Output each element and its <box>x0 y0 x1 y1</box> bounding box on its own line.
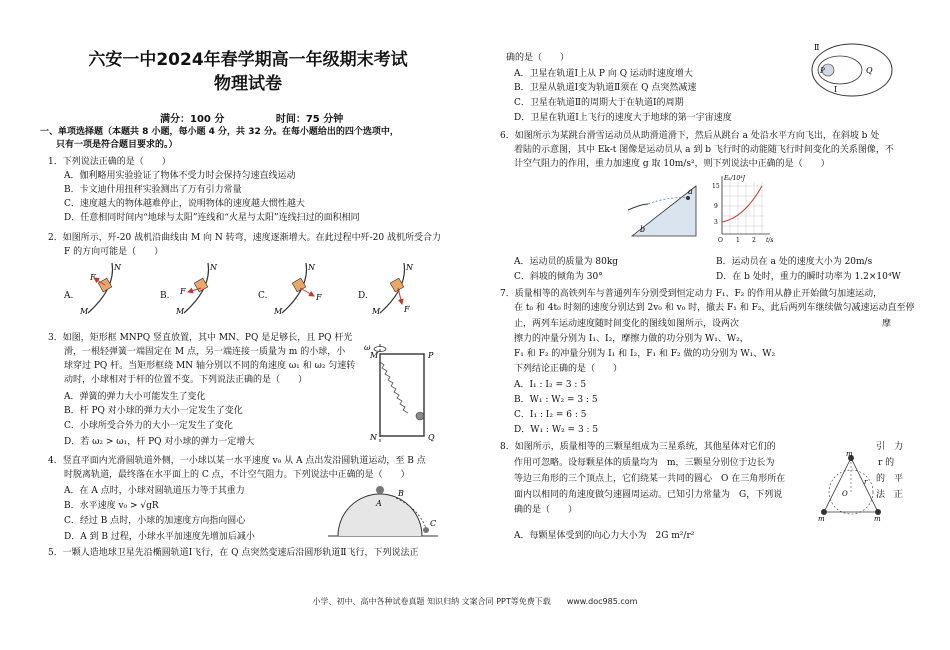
svg-text:t/s: t/s <box>766 237 774 244</box>
q8-m-right-label: m <box>874 515 881 522</box>
exam-title-line2: 物理试卷 <box>214 74 282 94</box>
q3-option-a: A．弹簧的弹力大小可能发生了变化 <box>64 392 206 402</box>
q2-d-m-label: M <box>372 307 381 316</box>
q7-option-b: B．W₁ : W₂ = 3 : 5 <box>514 395 598 405</box>
q5-option-a: A．卫星在轨道Ⅰ上从 P 向 Q 运动时速度增大 <box>514 69 693 79</box>
q8-option-a: A．每颗星体受到的向心力大小为 2G m²/r² <box>514 531 695 541</box>
q6-b-label: b <box>640 225 646 234</box>
exam-title <box>78 48 418 96</box>
q1-stem: 1．下列说法正确的是（ ） <box>48 157 171 167</box>
q3-line2: 滑，一根轻弹簧一端固定在 M 点，另一端连接一质量为 m 的小球，小 <box>64 347 346 357</box>
q2-option-d: D. <box>358 291 368 301</box>
q2-option-a: A. <box>64 291 74 301</box>
q6-option-b: B．运动员在 a 处的速度大小为 20m/s <box>716 257 873 267</box>
q3-p-label: P <box>428 351 434 360</box>
svg-text:O: O <box>718 237 723 244</box>
q8-line2: 作用可忽略。设每颗星体的质量均为 m，三颗星分别位于边长为 <box>514 458 775 468</box>
q8-m-left-label: m <box>818 515 825 522</box>
q7-line3: 止，两列车运动速度随时间变化的图线如图所示，设两次 <box>514 319 740 329</box>
q2-b-n-label: N <box>210 263 217 272</box>
q4-line2: 时脱离轨道，最终落在水平面上的 C 点，不计空气阻力。下列说法中正确的是（ ） <box>64 470 410 480</box>
q7-option-c: C．I₁ : I₂ = 6 : 5 <box>514 410 587 420</box>
q2-c-m-label: M <box>274 307 283 316</box>
q2-figure-a <box>79 263 122 316</box>
q2-figure-b <box>175 263 218 316</box>
q8-line3-tail: 的 平 <box>876 474 904 484</box>
q6-line3: 计空气阻力的作用，重力加速度 g 取 10m/s²，则下列说法中正确的是（ ） <box>514 159 830 169</box>
q3-line4: 动时，小球相对于杆的位置不变。下列说法正确的是（ ） <box>64 375 308 385</box>
q5-p-label: P <box>820 67 825 75</box>
page-footer: 小学、初中、高中各种试卷真题 知识归纳 文案合同 PPT等免费下载 www.doc985.com <box>312 597 638 606</box>
q3-option-d: D．若 ω₂ > ω₁，杆 PQ 对小球的弹力一定增大 <box>64 437 255 447</box>
q2-figure-c <box>273 263 322 316</box>
svg-text:15: 15 <box>712 183 720 190</box>
q8-line4: 面内以相同的角速度做匀速圆周运动。已知引力常量为 G，下列说 <box>514 490 783 500</box>
q4-c-label: C <box>430 519 437 528</box>
q6-a-label: a <box>688 187 693 196</box>
q3-n-label: N <box>370 433 377 442</box>
svg-text:3: 3 <box>714 219 718 226</box>
q3-line1: 3．如图，矩形框 MNPQ 竖直放置，其中 MN、PQ 是足够长，且 PQ 杆光 <box>48 333 353 343</box>
q6-line2: 着陆的示意图，其中 Ek-t 图像是运动员从 a 到 b 飞行时的动能随飞行时间变化的关系图像，不 <box>514 145 894 155</box>
q2-stem-line1: 2．如图所示，歼-20 战机沿曲线由 M 向 N 转弯，速度逐渐增大。在此过程中歼-20 战机所受合力 <box>48 233 441 243</box>
q5-q-label: Q <box>866 66 873 75</box>
q6-ek-t-graph <box>708 172 786 246</box>
q8-figure <box>818 450 884 522</box>
q7-line1: 7．质量相等的高铁列车与普通列车分别受到恒定动力 F₁、F₂ 的作用从静止开始做匀加速运动， <box>500 289 883 299</box>
q8-line5: 确的是（ ） <box>514 505 578 515</box>
q4-line1: 4．竖直平面内光滑圆轨道外侧，一小球以某一水平速度 v₀ 从 A 点出发沿圆轨道运动，至 B 点 <box>48 456 426 466</box>
q2-figures <box>78 258 438 318</box>
q2-d-n-label: N <box>406 263 413 272</box>
q7-line3-tail: 摩 <box>882 319 892 329</box>
q2-a-n-label: N <box>114 263 121 272</box>
q3-omega-label: ω <box>364 343 371 352</box>
q8-r-label: r <box>864 478 868 486</box>
q2-figure-d <box>371 263 414 316</box>
svg-text:1: 1 <box>736 237 740 244</box>
q2-option-b: B. <box>160 291 170 301</box>
q7-option-d: D．W₁ : W₂ = 3 : 5 <box>514 425 599 435</box>
q5-orbit-i-label: Ⅰ <box>834 85 838 94</box>
svg-text:2: 2 <box>752 237 756 244</box>
q2-d-f-label: F <box>404 305 410 314</box>
exam-time: 时间：75 分钟 <box>275 114 344 125</box>
q4-option-b: B．水平速度 v₀ > √gR <box>64 501 159 511</box>
q3-m-label: M <box>370 351 379 360</box>
q4-option-c: C．经过 B 点时，小球的加速度方向指向圆心 <box>64 516 246 526</box>
q8-line4-tail: 法 正 <box>876 490 904 500</box>
q4-option-a: A．在 A 点时，小球对圆轨道压力等于其重力 <box>64 486 245 496</box>
q6-line1: 6．如图所示为某跳台滑雪运动员从助滑道滑下，然后从跳台 a 处沿水平方向飞出，在斜坡 b 处 <box>500 131 880 141</box>
q5-option-b: B．卫星从轨道Ⅰ变为轨道Ⅱ须在 Q 点突然减速 <box>514 83 697 93</box>
q6-option-c: C．斜坡的倾角为 30° <box>514 272 603 282</box>
q5-figure <box>802 40 902 102</box>
q8-m-top-label: m <box>846 450 853 458</box>
q3-figure <box>362 340 442 450</box>
svg-text:Eₖ/10⁴J: Eₖ/10⁴J <box>724 175 746 182</box>
q2-b-f-label: F <box>180 287 186 296</box>
q8-o-label: O <box>842 490 848 498</box>
section1-line1: 一、单项选择题（本题共 8 小题，每小题 4 分，共 32 分。在每小题给出的四个选项中， <box>40 127 399 137</box>
q6-option-a: A．运动员的质量为 80kg <box>514 257 619 267</box>
q4-figure <box>326 480 441 542</box>
q5-orbit-ii-label: Ⅱ <box>814 43 820 52</box>
q5-line1: 5．一颗人造地球卫星先沿椭圆轨道Ⅰ飞行，在 Q 点突然变速后沿圆形轨道Ⅱ飞行，下列说法正 <box>48 548 419 558</box>
q8-line1: 8．如图所示，质量相等的三颗星组成为三星系统，其他星体对它们的 <box>500 442 776 452</box>
q4-option-d: D．A 到 B 过程，小球水平加速度先增加后减小 <box>64 532 255 542</box>
q2-a-f-label: F <box>90 273 96 282</box>
q5-option-d: D．卫星在轨道Ⅰ上飞行的速度大于地球的第一宇宙速度 <box>514 113 732 123</box>
q7-line4: 擦力的冲量分别为 I₁、I₂，摩擦力做的功分别为 W₁、W₂， <box>514 334 749 344</box>
full-score: 满分：100 分 <box>160 114 225 125</box>
q2-option-c: C. <box>258 291 268 301</box>
q7-line2: 在 t₀ 和 4t₀ 时刻的速度分别达到 2v₀ 和 v₀ 时，撤去 F₁ 和 F₂，此后两列车继续做匀减速运动直至停 <box>514 303 915 313</box>
q5-line2: 确的是（ ） <box>506 53 570 63</box>
q3-option-c: C．小球所受合外力的大小一定发生了变化 <box>64 421 233 431</box>
q1-option-b: B．卡文迪什用扭秤实验测出了万有引力常量 <box>64 185 242 195</box>
q2-b-m-label: M <box>176 307 185 316</box>
q3-q-label: Q <box>428 433 435 442</box>
q2-stem-line2: F 的方向可能是（ ） <box>64 247 164 257</box>
q4-a-label: A <box>376 499 382 508</box>
exam-title-line1: 六安一中2024年春学期高一年级期末考试 <box>88 50 408 70</box>
q5-option-c: C．卫星在轨道Ⅱ的周期大于在轨道Ⅰ的周期 <box>514 98 684 108</box>
q1-option-c: C．速度越大的物体越难停止，说明物体的速度越大惯性越大 <box>64 199 305 209</box>
score-time-line <box>160 110 391 125</box>
q3-line3: 球穿过 PQ 杆。当矩形框绕 MN 轴分别以不同的角速度 ω₁ 和 ω₂ 匀速转 <box>64 361 356 371</box>
q3-option-b: B．杆 PQ 对小球的弹力大小一定发生了变化 <box>64 406 243 416</box>
q8-line3: 等边三角形的三个顶点上，它们绕某一共同的圆心 O 在三角形所在 <box>514 474 786 484</box>
q7-line6: 下列结论正确的是（ ） <box>514 364 623 374</box>
q4-b-label: B <box>398 489 404 498</box>
q7-option-a: A．I₁ : I₂ = 3 : 5 <box>514 380 587 390</box>
svg-text:9: 9 <box>714 203 718 210</box>
q6-option-d: D．在 b 处时，重力的瞬时功率为 1.2×10⁴W <box>716 272 901 282</box>
q7-line5: F₁ 和 F₂ 的冲量分别为 I₁ 和 I₂，F₁ 和 F₂ 做的功分别为 W₁、W₂ <box>514 349 776 359</box>
q2-c-f-label: F <box>316 293 322 302</box>
q6-slope-figure <box>618 176 708 238</box>
q8-line1-tail: 引 力 <box>876 442 904 452</box>
q8-line2-tail: r 的 <box>878 458 895 468</box>
q2-c-n-label: N <box>308 263 315 272</box>
section1-line2: 只有一项是符合题目要求的。） <box>56 140 178 150</box>
q1-option-d: D．任意相同时间内“地球与太阳”连线和“火星与太阳”连线扫过的面积相同 <box>64 213 360 223</box>
q1-option-a: A．伽利略用实验验证了物体不受力时会保持匀速直线运动 <box>64 171 296 181</box>
q2-a-m-label: M <box>80 307 89 316</box>
